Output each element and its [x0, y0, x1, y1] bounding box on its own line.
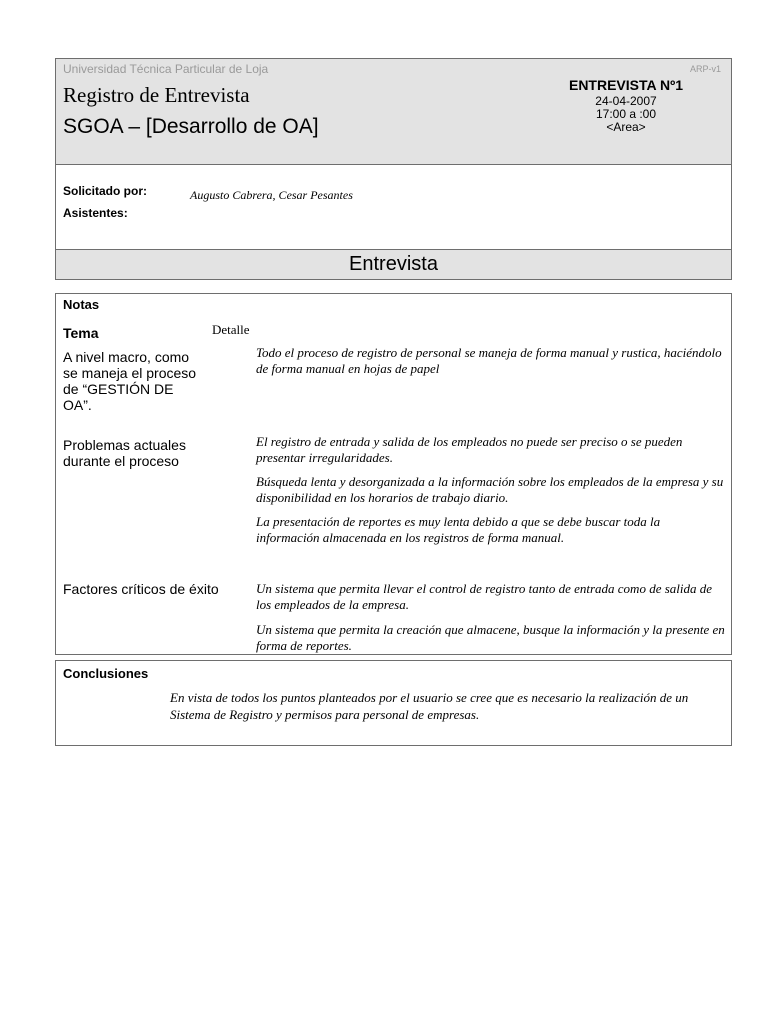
requested-by-value: Augusto Cabrera, Cesar Pesantes [190, 188, 353, 202]
interview-time: 17:00 a :00 [595, 107, 657, 121]
interview-number: ENTREVISTA Nº1 [568, 77, 684, 93]
section-title-bar [55, 249, 732, 280]
requested-by-label: Solicitado por: [63, 184, 147, 198]
topic-macro: A nivel macro, como se maneja el proceso de “GESTIÓN DE OA”. [63, 349, 197, 413]
conclusions-section [55, 660, 732, 746]
notes-label: Notas [63, 297, 100, 312]
document-title: Registro de Entrevista [63, 83, 250, 107]
detail-item: Búsqueda lenta y desorganizada a la información sobre los empleados de la empresa y su disponibilidad en los horarios de trabajo diario. [256, 474, 724, 505]
notes-section [55, 293, 732, 655]
attendees-label: Asistentes: [63, 206, 128, 220]
tema-header: Tema [63, 325, 99, 341]
project-title: SGOA – [Desarrollo de OA] [63, 115, 319, 138]
topic-problems: Problemas actuales durante el proceso [63, 437, 186, 469]
interview-meta [546, 79, 706, 134]
conclusions-label: Conclusiones [63, 666, 149, 681]
document-header [55, 58, 732, 165]
topic-success-factors: Factores críticos de éxito [63, 581, 219, 597]
detail-item: La presentación de reportes es muy lenta debido a que se debe buscar toda la información almacenada en los registros de forma manual. [256, 514, 661, 545]
detail-item: El registro de entrada y salida de los empleados no puede ser preciso o se pueden presentar irregularidades. [256, 434, 683, 465]
request-info [55, 164, 732, 250]
detail-item: Un sistema que permita llevar el control de registro tanto de entrada como de salida de los empleados de la empresa. [256, 581, 713, 612]
conclusions-text: En vista de todos los puntos planteados por el usuario se cree que es necesario la realización de un Sistema de Registro y permisos para personal de empresas. [170, 690, 689, 722]
detail-item: Un sistema que permita la creación que almacene, busque la información y la presente en forma de reportes. [256, 622, 725, 653]
interview-date: 24-04-2007 [595, 94, 657, 108]
detail-item: Todo el proceso de registro de personal se maneja de forma manual y rustica, haciéndolo de forma manual en hojas de papel [256, 345, 722, 376]
university-name: Universidad Técnica Particular de Loja [63, 62, 269, 76]
interview-area: <Area> [606, 120, 646, 134]
section-title: Entrevista [349, 253, 438, 275]
detalle-header: Detalle [212, 322, 250, 337]
form-code: ARP-v1 [689, 64, 721, 74]
